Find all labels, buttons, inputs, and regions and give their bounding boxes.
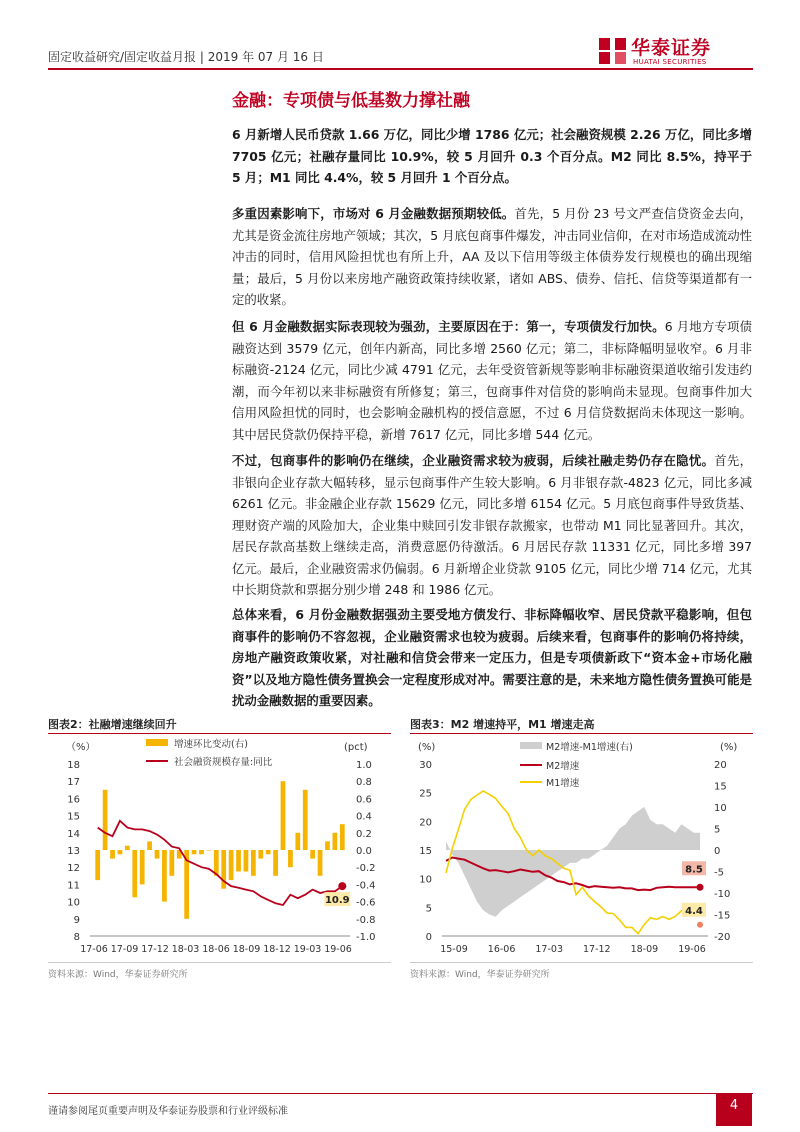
right-tick-label: 20 [714, 760, 727, 771]
bar [236, 850, 241, 872]
paragraph-4-lead: 不过，包商事件的影响仍在继续，企业融资需求较为疲弱，后续社融走势仍存在隐忧。 [232, 453, 715, 468]
paragraph-1 [232, 124, 752, 189]
x-tick-label: 17-12 [582, 944, 611, 955]
left-tick-label: 20 [419, 817, 432, 829]
x-tick-label: 17-09 [110, 944, 139, 955]
bar [147, 841, 152, 850]
fig3-source: 资料来源：Wind，华泰证券研究所 [410, 970, 550, 980]
bar [103, 790, 108, 850]
end-label: 10.9 [324, 895, 350, 907]
fig2-label: 图表2： [48, 718, 89, 731]
bar [273, 850, 278, 876]
bar [162, 850, 167, 902]
left-tick-label: 8 [73, 932, 80, 943]
bar [207, 850, 212, 851]
bar [266, 850, 271, 854]
paragraph-5-lead: 总体来看，6 月份金融数据强劲主要受地方债发行、非标降幅收窄、居民贷款平稳影响，但包商事件的影响仍不容忽视，企业融资需求也较为疲弱。后续来看，包商事件的影响仍将持续，房地产融资政策收紧，对社融和信贷会带来一定压力，但是专项债新政下“资本金+市场化融资”以及地方隐性债务置换会一定程度形成对冲。需要注意的是，未来地方隐性债务置换可能是扰动金融数据的重要因素。 [232, 607, 752, 708]
x-tick-label: 18-03 [171, 944, 200, 955]
bar [251, 850, 256, 876]
fig3-label: 图表3： [410, 718, 451, 731]
right-tick-label: 10 [714, 803, 727, 814]
paragraph-1-lead: 6 月新增人民币贷款 1.66 万亿，同比少增 1786 亿元；社会融资规模 2.26 万亿，同比多增 7705 亿元；社融存量同比 10.9%，较 5 月回升 0.3 个百分点。M2 同比 8.5%，持平于 5 月；M1 同比 4.4%，较 5 月回升 1 个百分点。 [232, 127, 752, 185]
x-tick-label: 18-06 [202, 944, 230, 955]
left-tick-label: 16 [67, 794, 80, 806]
legend-label-line: 社会融资规模存量:同比 [174, 757, 273, 768]
bar [95, 850, 100, 880]
section-title: 金融：专项债与低基数力撑社融 [232, 91, 470, 111]
end-point-m1 [697, 922, 703, 928]
right-tick-label: -0.8 [356, 914, 376, 926]
bar [192, 850, 197, 854]
footer-disclaimer: 谨请参阅尾页重要声明及华泰证券股票和行业评级标准 [48, 1106, 288, 1117]
left-tick-label: 0 [425, 932, 432, 943]
bar [229, 850, 234, 880]
right-axis-unit: (pct) [344, 742, 368, 753]
bar [288, 850, 293, 867]
right-tick-label: -10 [714, 889, 731, 900]
bar [281, 781, 286, 850]
right-tick-label: 0.4 [356, 811, 372, 823]
paragraph-3 [232, 316, 752, 445]
bar [310, 850, 315, 859]
right-tick-label: 0.2 [356, 828, 372, 840]
right-tick-label: 0.0 [356, 846, 372, 857]
x-tick-label: 19-03 [293, 944, 322, 955]
x-tick-label: 18-09 [630, 944, 659, 955]
right-axis-unit: (%) [720, 742, 738, 753]
end-label-m2: 8.5 [685, 864, 703, 876]
fig2-title [48, 716, 177, 732]
left-axis-unit: （%） [66, 742, 96, 753]
fig3-bottom-rule [410, 962, 753, 963]
fig3-title [410, 716, 595, 732]
right-tick-label: 1.0 [356, 760, 372, 771]
x-tick-label: 19-06 [324, 944, 352, 955]
fig2-title-rule [48, 733, 391, 734]
right-tick-label: 0 [714, 846, 721, 857]
left-tick-label: 18 [67, 760, 80, 771]
right-tick-label: 0.8 [356, 777, 372, 789]
right-tick-label: 15 [714, 781, 727, 793]
left-tick-label: 25 [419, 788, 432, 800]
end-point [338, 882, 346, 890]
logo-mark-icon [597, 36, 629, 66]
right-tick-label: 0.6 [356, 794, 372, 806]
x-tick-label: 17-06 [80, 944, 108, 955]
x-tick-label: 15-09 [440, 944, 468, 955]
left-tick-label: 12 [67, 863, 80, 875]
bar [318, 850, 323, 876]
left-tick-label: 15 [67, 811, 80, 823]
paragraph-3-lead: 但 6 月金融数据实际表现较为强劲，主要原因在于：第一，专项债发行加快。 [232, 319, 665, 334]
fig2-bottom-rule [48, 962, 391, 963]
legend-swatch-area [520, 742, 542, 749]
bar [325, 841, 330, 850]
left-tick-label: 10 [67, 897, 80, 909]
paragraph-3-body: 6 月地方专项债融资达到 3579 亿元，创年内新高，同比多增 2560 亿元；第二，非标降幅明显收窄。6 月非标融资-2124 亿元，同比少减 4791 亿元，去年受资管新规等影响非标融资渠道收缩引发违约潮，而今年初以来非标融资有所修复；第三，包商事件对信贷的影响尚未显现。包商事件加大信用风险担忧的同时，也会影响金融机构的授信意愿，不过 6 月信贷数据尚未体现这一影响。其中居民贷款仍保持平稳，新增 7617 亿元，同比多增 544 亿元。 [232, 319, 752, 442]
left-tick-label: 13 [67, 846, 80, 857]
left-tick-label: 14 [67, 828, 80, 840]
left-tick-label: 9 [73, 914, 80, 926]
bar [333, 833, 338, 850]
company-logo [597, 36, 757, 66]
fig3-chart [410, 736, 755, 958]
left-tick-label: 5 [425, 903, 432, 915]
paragraph-5 [232, 604, 752, 712]
logo-name-cn: 华泰证券 [631, 37, 712, 59]
fig3-title-text: M2 增速持平，M1 增速走高 [450, 718, 595, 731]
fig2-source: 资料来源：Wind，华泰证券研究所 [48, 970, 188, 980]
right-tick-label: -0.6 [356, 897, 376, 909]
bar [110, 850, 115, 859]
legend-label-m2: M2增速 [546, 761, 580, 772]
legend-label-m1: M1增速 [546, 778, 580, 789]
series-area [446, 807, 700, 917]
x-tick-label: 17-03 [535, 944, 564, 955]
left-tick-label: 15 [419, 846, 432, 857]
fig2-chart [48, 736, 393, 958]
left-axis-unit: (%) [418, 742, 436, 753]
fig3-title-rule [410, 733, 753, 734]
bar [140, 850, 145, 884]
left-tick-label: 11 [67, 880, 80, 892]
header-breadcrumb: 固定收益研究/固定收益月报 | 2019 年 07 月 16 日 [48, 50, 324, 64]
left-tick-label: 17 [67, 777, 80, 789]
bar [199, 850, 204, 854]
legend-label-bar: 增速环比变动(右) [174, 739, 248, 750]
bar [169, 850, 174, 876]
bar [125, 846, 130, 850]
fig2-title-text: 社融增速继续回升 [88, 718, 177, 731]
header-rule [48, 68, 753, 70]
end-point-m2 [697, 884, 704, 891]
left-tick-label: 30 [419, 760, 432, 771]
x-tick-label: 19-06 [678, 944, 706, 955]
bar [118, 850, 123, 854]
paragraph-4-body: 首先，非银向企业存款大幅转移，显示包商事件产生较大影响。6 月非银存款-4823 亿元，同比多减 6261 亿元。非金融企业存款 15629 亿元，同比多增 6154 亿元。5 月底包商事件导致货基、理财资产端的风险加大，企业集中赎回引发非银存款搬家，也带动 M1 同比显著回升。其次，居民存款高基数上继续走高，消费意愿仍待激活。6 月居民存款 11331 亿元，同比多增 397 亿元。最后，企业融资需求仍偏弱。6 月新增企业贷款 9105 亿元，同比少增 714 亿元，尤其中长期贷款和票据分别少增 248 和 1986 亿元。 [232, 453, 753, 597]
x-tick-label: 16-06 [487, 944, 516, 955]
right-tick-label: -5 [714, 867, 724, 879]
end-label-m1: 4.4 [685, 905, 703, 917]
bar [295, 833, 300, 850]
logo-name-en: HUATAI SECURITIES [633, 58, 707, 66]
paragraph-4 [232, 450, 752, 601]
right-tick-label: -0.2 [356, 863, 376, 875]
right-tick-label: -1.0 [356, 932, 376, 943]
paragraph-2 [232, 203, 752, 311]
bar [132, 850, 137, 897]
legend-swatch-bar [146, 739, 168, 746]
right-tick-label: -0.4 [356, 880, 376, 892]
right-tick-label: -20 [714, 932, 731, 943]
legend-label-area: M2增速-M1增速(右) [546, 742, 633, 753]
right-tick-label: 5 [714, 824, 721, 836]
page-number: 4 [729, 1098, 739, 1113]
right-tick-label: -15 [714, 910, 731, 922]
footer-rule [48, 1093, 753, 1094]
bar [340, 824, 345, 850]
bar [244, 850, 249, 872]
x-tick-label: 18-12 [263, 944, 291, 955]
bar [303, 790, 308, 850]
paragraph-2-body: 首先，5 月份 23 号文严查信贷资金去向，尤其是资金流往房地产领域；其次，5 月底包商事件爆发，冲击同业信仰，在对市场造成流动性冲击的同时，信用风险担忧也有所上升，AA 及以下信用等级主体债券发行规模也的确出现缩量；最后，5 月份以来房地产融资政策持续收紧，诸如 ABS、债券、信托、信贷等渠道都有一定的收紧。 [232, 206, 752, 307]
x-tick-label: 17-12 [141, 944, 169, 955]
paragraph-2-lead: 多重因素影响下，市场对 6 月金融数据预期较低。 [232, 206, 515, 221]
bar [155, 850, 160, 859]
x-tick-label: 18-09 [232, 944, 261, 955]
bar [258, 850, 263, 859]
left-tick-label: 10 [419, 874, 432, 886]
